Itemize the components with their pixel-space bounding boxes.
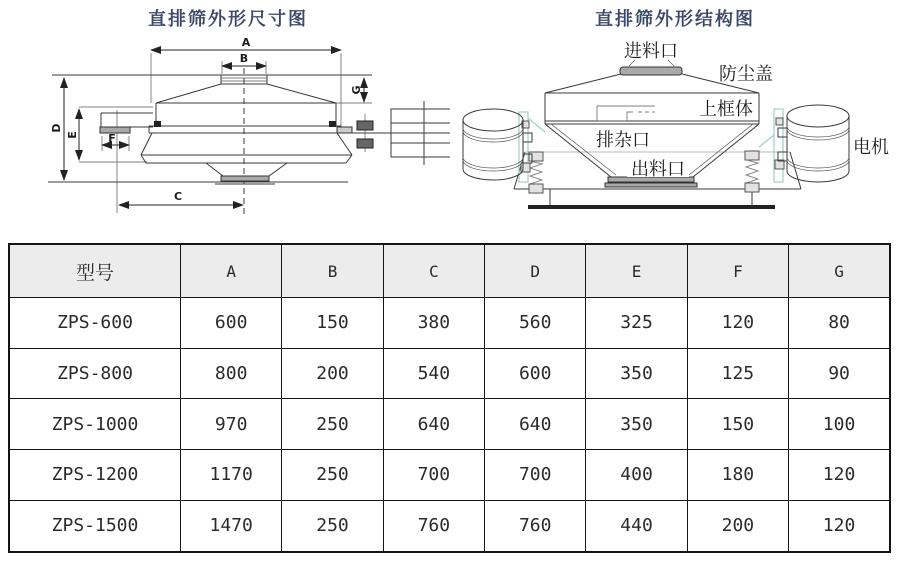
header-cell-model: 型号 — [9, 244, 181, 298]
value-cell: 1470 — [181, 500, 282, 552]
header-cell-C: C — [383, 244, 484, 298]
structure-diagram-title: 直排筛外形结构图 — [595, 9, 755, 30]
value-cell: 150 — [282, 298, 383, 349]
machine-outline — [100, 75, 352, 184]
value-cell: 700 — [485, 449, 586, 500]
header-cell-A: A — [181, 244, 282, 298]
value-cell: 120 — [789, 449, 890, 500]
model-cell: ZPS-800 — [9, 348, 181, 399]
header-cell-B: B — [282, 244, 383, 298]
table-row — [9, 449, 890, 500]
model-cell: ZPS-1500 — [9, 500, 181, 552]
bottom-outlet-stub — [221, 176, 269, 181]
structure-diagram — [450, 0, 900, 235]
dimension-diagram-title: 直排筛外形尺寸图 — [148, 9, 308, 30]
dim-label-A: A — [241, 36, 251, 49]
spec-table-wrap — [8, 243, 891, 553]
value-cell: 640 — [485, 399, 586, 450]
model-cell: ZPS-1000 — [9, 399, 181, 450]
table-row — [9, 399, 890, 450]
dim-label-E: E — [66, 131, 79, 139]
header-cell-D: D — [485, 244, 586, 298]
value-cell: 120 — [789, 500, 890, 552]
bolt — [357, 121, 373, 130]
vibration-motor — [337, 101, 450, 165]
value-cell: 325 — [586, 298, 687, 349]
value-cell: 150 — [687, 399, 788, 450]
value-cell: 970 — [181, 399, 282, 450]
spec-table — [8, 243, 891, 553]
dim-label-D: D — [50, 123, 63, 133]
value-cell: 350 — [586, 399, 687, 450]
value-cell: 125 — [687, 348, 788, 399]
value-cell: 200 — [282, 348, 383, 399]
spring-right — [745, 151, 759, 192]
value-cell: 440 — [586, 500, 687, 552]
table-row — [9, 348, 890, 399]
header-row — [9, 244, 890, 298]
value-cell: 180 — [687, 449, 788, 500]
value-cell: 560 — [485, 298, 586, 349]
motor-right — [778, 105, 849, 182]
value-cell: 380 — [383, 298, 484, 349]
dim-label-B: B — [239, 52, 249, 65]
value-cell: 250 — [282, 500, 383, 552]
bolt — [776, 118, 783, 125]
label-feed-inlet: 进料口 — [624, 41, 678, 62]
bolt — [329, 121, 336, 127]
value-cell: 800 — [181, 348, 282, 399]
value-cell: 80 — [789, 298, 890, 349]
label-discharge-outlet: 出料口 — [631, 159, 685, 180]
table-row — [9, 500, 890, 552]
header-cell-G: G — [789, 244, 890, 298]
value-cell: 540 — [383, 348, 484, 399]
label-impurity-outlet: 排杂口 — [596, 130, 650, 151]
label-upper-frame: 上框体 — [699, 99, 753, 120]
model-cell: ZPS-1200 — [9, 449, 181, 500]
value-cell: 200 — [687, 500, 788, 552]
model-cell: ZPS-600 — [9, 298, 181, 349]
dim-label-G: G — [350, 85, 363, 95]
label-motor: 电机 — [853, 137, 889, 158]
header-cell-F: F — [687, 244, 788, 298]
bolt — [357, 139, 373, 148]
value-cell: 250 — [282, 449, 383, 500]
dim-label-F: F — [108, 132, 116, 145]
spring-left — [529, 152, 543, 193]
header-cell-E: E — [586, 244, 687, 298]
value-cell: 400 — [586, 449, 687, 500]
value-cell: 700 — [383, 449, 484, 500]
value-cell: 600 — [485, 348, 586, 399]
value-cell: 350 — [586, 348, 687, 399]
value-cell: 640 — [383, 399, 484, 450]
base-bar — [528, 205, 775, 209]
value-cell: 90 — [789, 348, 890, 399]
dimension-diagram — [0, 0, 450, 235]
value-cell: 250 — [282, 399, 383, 450]
label-dust-cover: 防尘盖 — [719, 64, 773, 85]
value-cell: 760 — [485, 500, 586, 552]
value-cell: 100 — [789, 399, 890, 450]
table-row — [9, 298, 890, 349]
value-cell: 120 — [687, 298, 788, 349]
value-cell: 760 — [383, 500, 484, 552]
feed-inlet-port — [620, 67, 682, 75]
dim-label-C: C — [173, 190, 183, 203]
bolt — [154, 121, 161, 127]
value-cell: 1170 — [181, 449, 282, 500]
value-cell: 600 — [181, 298, 282, 349]
